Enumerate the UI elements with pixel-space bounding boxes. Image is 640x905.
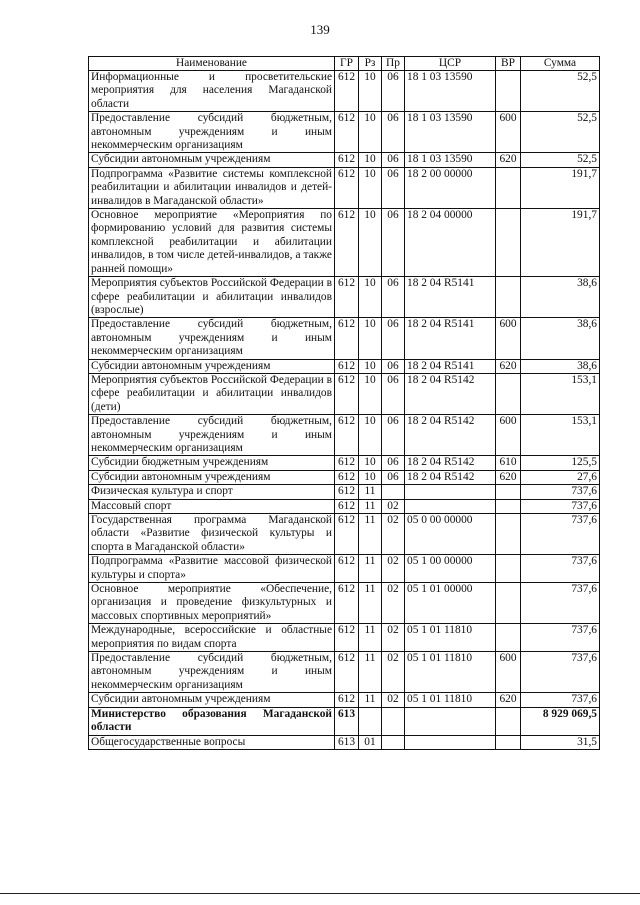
cell-pr: 06 xyxy=(382,153,405,167)
cell-rz: 11 xyxy=(359,555,382,583)
cell-rz: 10 xyxy=(359,112,382,153)
cell-rz: 10 xyxy=(359,71,382,112)
cell-csr: 18 2 00 00000 xyxy=(405,167,496,208)
cell-csr: 18 1 03 13590 xyxy=(405,71,496,112)
cell-name: Предоставление субсидий бюджетным, автономным учреждениям и иным некоммерческим организациям xyxy=(89,415,335,456)
cell-name: Государственная программа Магаданской области «Развитие физической культуры и спорта в Магаданской области» xyxy=(89,514,335,555)
table-row xyxy=(89,112,600,153)
cell-sum: 38,6 xyxy=(521,318,600,359)
table-row xyxy=(89,624,600,652)
cell-vr: 600 xyxy=(496,112,521,153)
cell-sum: 737,6 xyxy=(521,514,600,555)
cell-sum: 153,1 xyxy=(521,373,600,414)
cell-name: Субсидии автономным учреждениям xyxy=(89,470,335,484)
cell-name: Предоставление субсидий бюджетным, автономным учреждениям и иным некоммерческим организациям xyxy=(89,318,335,359)
cell-sum: 737,6 xyxy=(521,624,600,652)
cell-pr xyxy=(382,735,405,749)
table-row xyxy=(89,499,600,513)
cell-csr: 18 2 04 R5141 xyxy=(405,318,496,359)
cell-vr xyxy=(496,624,521,652)
cell-gr: 612 xyxy=(335,359,359,373)
cell-csr xyxy=(405,499,496,513)
cell-sum: 737,6 xyxy=(521,583,600,624)
header-pr: Пр xyxy=(382,57,405,71)
cell-gr: 613 xyxy=(335,735,359,749)
cell-gr: 612 xyxy=(335,555,359,583)
cell-pr xyxy=(382,485,405,499)
cell-vr xyxy=(496,277,521,318)
cell-csr: 18 1 03 13590 xyxy=(405,153,496,167)
cell-csr: 18 2 04 R5142 xyxy=(405,415,496,456)
cell-sum: 191,7 xyxy=(521,167,600,208)
cell-sum: 52,5 xyxy=(521,153,600,167)
table-row xyxy=(89,735,600,749)
cell-rz: 10 xyxy=(359,373,382,414)
cell-gr: 612 xyxy=(335,373,359,414)
cell-rz: 11 xyxy=(359,485,382,499)
cell-gr: 612 xyxy=(335,499,359,513)
cell-sum: 737,6 xyxy=(521,693,600,707)
cell-pr: 06 xyxy=(382,277,405,318)
table-row xyxy=(89,652,600,693)
header-rz: Рз xyxy=(359,57,382,71)
cell-sum: 8 929 069,5 xyxy=(521,707,600,735)
cell-vr xyxy=(496,499,521,513)
table-row xyxy=(89,707,600,735)
cell-gr: 612 xyxy=(335,209,359,277)
cell-gr: 612 xyxy=(335,470,359,484)
cell-rz: 11 xyxy=(359,583,382,624)
cell-name: Общегосударственные вопросы xyxy=(89,735,335,749)
cell-gr: 612 xyxy=(335,693,359,707)
cell-pr: 02 xyxy=(382,583,405,624)
cell-sum: 153,1 xyxy=(521,415,600,456)
cell-rz: 10 xyxy=(359,167,382,208)
cell-vr: 620 xyxy=(496,470,521,484)
table-row xyxy=(89,153,600,167)
table-row xyxy=(89,209,600,277)
cell-name: Субсидии автономным учреждениям xyxy=(89,153,335,167)
cell-rz: 11 xyxy=(359,514,382,555)
cell-rz: 10 xyxy=(359,359,382,373)
cell-rz: 10 xyxy=(359,153,382,167)
cell-csr: 18 2 04 00000 xyxy=(405,209,496,277)
table-body xyxy=(89,71,600,750)
cell-pr xyxy=(382,707,405,735)
cell-csr: 18 1 03 13590 xyxy=(405,112,496,153)
table-row xyxy=(89,583,600,624)
cell-rz: 10 xyxy=(359,318,382,359)
header-csr: ЦСР xyxy=(405,57,496,71)
footer-rule xyxy=(0,893,640,894)
cell-pr: 06 xyxy=(382,209,405,277)
cell-pr: 02 xyxy=(382,652,405,693)
cell-vr xyxy=(496,735,521,749)
cell-csr: 18 2 04 R5141 xyxy=(405,277,496,318)
cell-pr: 06 xyxy=(382,167,405,208)
cell-sum: 737,6 xyxy=(521,485,600,499)
budget-table xyxy=(88,56,600,750)
table-header xyxy=(89,57,600,71)
cell-sum: 31,5 xyxy=(521,735,600,749)
cell-sum: 125,5 xyxy=(521,456,600,470)
cell-name: Массовый спорт xyxy=(89,499,335,513)
cell-rz: 10 xyxy=(359,415,382,456)
cell-vr xyxy=(496,373,521,414)
cell-gr: 612 xyxy=(335,153,359,167)
table-row xyxy=(89,693,600,707)
cell-csr: 05 1 01 11810 xyxy=(405,624,496,652)
table-row xyxy=(89,485,600,499)
table-row xyxy=(89,415,600,456)
cell-rz: 10 xyxy=(359,209,382,277)
cell-name: Мероприятия субъектов Российской Федерации в сфере реабилитации и абилитации инвалидов (взрослые) xyxy=(89,277,335,318)
cell-gr: 612 xyxy=(335,456,359,470)
header-row xyxy=(89,57,600,71)
cell-csr xyxy=(405,485,496,499)
cell-gr: 612 xyxy=(335,624,359,652)
cell-sum: 737,6 xyxy=(521,652,600,693)
cell-pr: 02 xyxy=(382,514,405,555)
cell-sum: 52,5 xyxy=(521,112,600,153)
cell-gr: 612 xyxy=(335,277,359,318)
cell-name: Субсидии автономным учреждениям xyxy=(89,693,335,707)
header-name: Наименование xyxy=(89,57,335,71)
table-row xyxy=(89,456,600,470)
cell-csr: 18 2 04 R5142 xyxy=(405,470,496,484)
cell-csr: 18 2 04 R5142 xyxy=(405,373,496,414)
cell-vr xyxy=(496,209,521,277)
cell-vr: 620 xyxy=(496,693,521,707)
table-row xyxy=(89,318,600,359)
cell-rz: 10 xyxy=(359,277,382,318)
cell-pr: 06 xyxy=(382,112,405,153)
cell-name: Основное мероприятие «Обеспечение, организация и проведение физкультурных и массовых спортивных мероприятий» xyxy=(89,583,335,624)
cell-pr: 06 xyxy=(382,470,405,484)
cell-csr: 05 1 01 00000 xyxy=(405,583,496,624)
cell-name: Субсидии автономным учреждениям xyxy=(89,359,335,373)
cell-vr xyxy=(496,167,521,208)
cell-csr xyxy=(405,707,496,735)
cell-name: Международные, всероссийские и областные мероприятия по видам спорта xyxy=(89,624,335,652)
cell-csr: 05 1 01 11810 xyxy=(405,693,496,707)
cell-rz: 10 xyxy=(359,470,382,484)
cell-vr xyxy=(496,583,521,624)
cell-vr xyxy=(496,71,521,112)
cell-pr: 06 xyxy=(382,359,405,373)
cell-rz: 10 xyxy=(359,456,382,470)
cell-name: Предоставление субсидий бюджетным, автономным учреждениям и иным некоммерческим организациям xyxy=(89,652,335,693)
table-row xyxy=(89,71,600,112)
cell-name: Информационные и просветительские мероприятия для населения Магаданской области xyxy=(89,71,335,112)
cell-vr xyxy=(496,555,521,583)
cell-sum: 737,6 xyxy=(521,499,600,513)
cell-csr: 05 0 00 00000 xyxy=(405,514,496,555)
cell-pr: 02 xyxy=(382,624,405,652)
cell-sum: 27,6 xyxy=(521,470,600,484)
page-number: 139 xyxy=(310,22,330,37)
header-vr: ВР xyxy=(496,57,521,71)
cell-name: Основное мероприятие «Мероприятия по формированию условий для развития системы комплексной реабилитации и абилитации инвалидов, в том числе детей-инвалидов, а также ранней помощи» xyxy=(89,209,335,277)
cell-name: Физическая культура и спорт xyxy=(89,485,335,499)
cell-vr: 620 xyxy=(496,153,521,167)
cell-name: Субсидии бюджетным учреждениям xyxy=(89,456,335,470)
cell-gr: 612 xyxy=(335,514,359,555)
cell-csr: 18 2 04 R5141 xyxy=(405,359,496,373)
cell-name: Подпрограмма «Развитие массовой физической культуры и спорта» xyxy=(89,555,335,583)
cell-pr: 02 xyxy=(382,555,405,583)
cell-csr: 18 2 04 R5142 xyxy=(405,456,496,470)
table-row xyxy=(89,277,600,318)
cell-pr: 02 xyxy=(382,693,405,707)
cell-name: Мероприятия субъектов Российской Федерации в сфере реабилитации и абилитации инвалидов (дети) xyxy=(89,373,335,414)
cell-rz: 01 xyxy=(359,735,382,749)
cell-gr: 612 xyxy=(335,415,359,456)
cell-name: Подпрограмма «Развитие системы комплексной реабилитации и абилитации инвалидов и детей-инвалидов в Магаданской области» xyxy=(89,167,335,208)
table-row xyxy=(89,514,600,555)
cell-sum: 737,6 xyxy=(521,555,600,583)
cell-gr: 612 xyxy=(335,167,359,208)
table-row xyxy=(89,167,600,208)
cell-sum: 38,6 xyxy=(521,277,600,318)
cell-csr xyxy=(405,735,496,749)
cell-pr: 06 xyxy=(382,318,405,359)
cell-sum: 191,7 xyxy=(521,209,600,277)
cell-vr: 620 xyxy=(496,359,521,373)
cell-rz xyxy=(359,707,382,735)
cell-rz: 11 xyxy=(359,652,382,693)
table-row xyxy=(89,359,600,373)
cell-gr: 612 xyxy=(335,71,359,112)
cell-gr: 612 xyxy=(335,112,359,153)
cell-vr: 600 xyxy=(496,652,521,693)
cell-csr: 05 1 01 11810 xyxy=(405,652,496,693)
cell-vr: 600 xyxy=(496,415,521,456)
cell-pr: 06 xyxy=(382,415,405,456)
cell-pr: 06 xyxy=(382,456,405,470)
cell-sum: 38,6 xyxy=(521,359,600,373)
cell-vr: 610 xyxy=(496,456,521,470)
cell-pr: 06 xyxy=(382,373,405,414)
cell-vr: 600 xyxy=(496,318,521,359)
cell-pr: 06 xyxy=(382,71,405,112)
cell-rz: 11 xyxy=(359,693,382,707)
cell-csr: 05 1 00 00000 xyxy=(405,555,496,583)
cell-rz: 11 xyxy=(359,624,382,652)
cell-gr: 612 xyxy=(335,485,359,499)
table-row xyxy=(89,373,600,414)
cell-pr: 02 xyxy=(382,499,405,513)
table-row xyxy=(89,470,600,484)
cell-name: Предоставление субсидий бюджетным, автономным учреждениям и иным некоммерческим организациям xyxy=(89,112,335,153)
cell-gr: 612 xyxy=(335,652,359,693)
cell-vr xyxy=(496,485,521,499)
cell-gr: 612 xyxy=(335,318,359,359)
header-sum: Сумма xyxy=(521,57,600,71)
cell-sum: 52,5 xyxy=(521,71,600,112)
cell-vr xyxy=(496,514,521,555)
cell-vr xyxy=(496,707,521,735)
cell-name: Министерство образования Магаданской области xyxy=(89,707,335,735)
cell-gr: 612 xyxy=(335,583,359,624)
cell-gr: 613 xyxy=(335,707,359,735)
cell-rz: 11 xyxy=(359,499,382,513)
header-gr: ГР xyxy=(335,57,359,71)
table-row xyxy=(89,555,600,583)
